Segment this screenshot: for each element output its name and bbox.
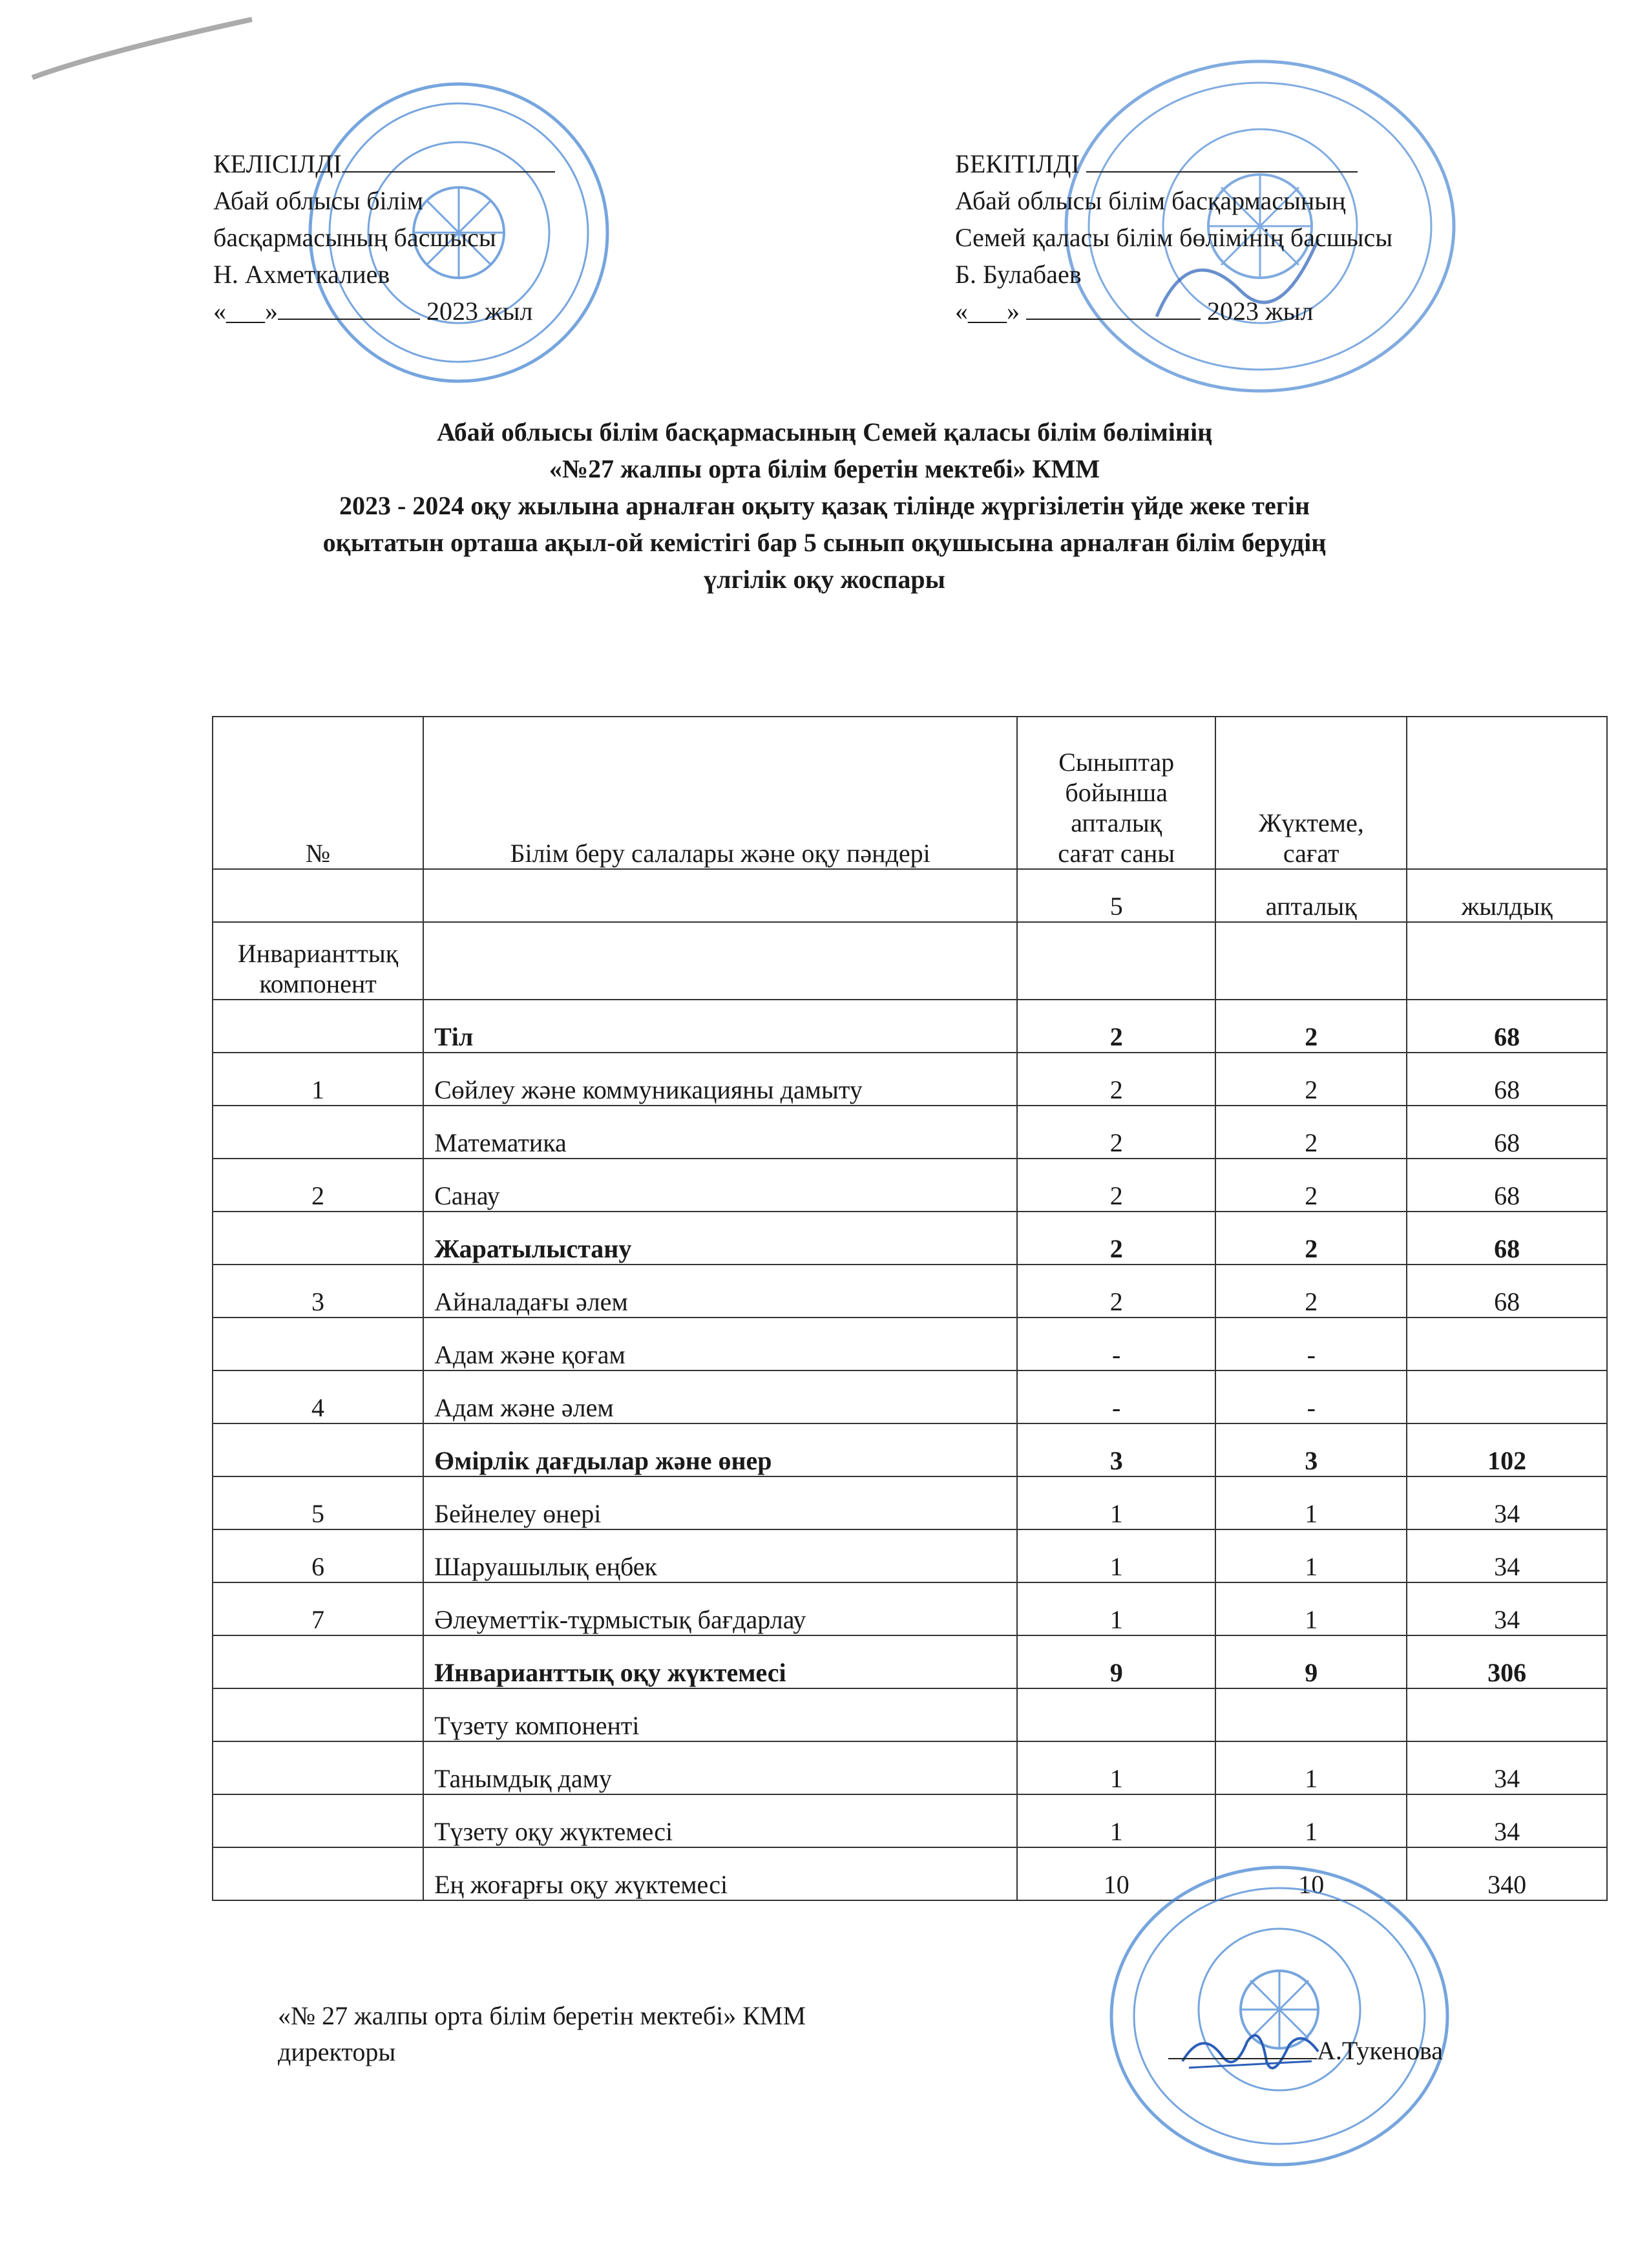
cell-name: Өмірлік дағдылар және өнер <box>423 1423 1017 1476</box>
title-line1: Абай облысы білім басқармасының Семей қаласы білім бөлімінің <box>436 417 1213 446</box>
cell-grade: 10 <box>1017 1847 1215 1900</box>
cell-num: 7 <box>213 1582 423 1635</box>
cell-name: Сөйлеу және коммуникацияны дамыту <box>423 1053 1017 1106</box>
agreed-heading: КЕЛІСІЛДІ <box>213 149 342 178</box>
table-row <box>213 1794 1607 1847</box>
cell-num <box>213 1741 423 1794</box>
title-line5: үлгілік оқу жоспары <box>704 565 945 594</box>
header-load-l1: Жүктеме, <box>1258 808 1364 837</box>
agreed-signature-line <box>342 148 555 173</box>
scan-artifact-mark <box>26 13 258 84</box>
header-number: № <box>213 717 423 869</box>
cell-weekly: 1 <box>1215 1794 1407 1847</box>
cell-weekly: 10 <box>1215 1847 1407 1900</box>
cell-grade: 2 <box>1017 1053 1215 1106</box>
document-title <box>194 414 1455 598</box>
cell-name: Шаруашылық еңбек <box>423 1529 1017 1582</box>
title-line2: «№27 жалпы орта білім беретін мектебі» КММ <box>549 454 1100 483</box>
header-subject: Білім беру салалары және оқу пәндері <box>423 717 1017 869</box>
cell-yearly: 102 <box>1407 1423 1607 1476</box>
title-line4: оқытатын орташа ақыл-ой кемістігі бар 5 сынып оқушысына арналған білім берудің <box>322 528 1327 557</box>
table-row <box>213 1370 1607 1423</box>
header-weekly-hours <box>1017 717 1215 869</box>
footer-org-line2: директоры <box>278 2037 396 2066</box>
cell-yearly: 68 <box>1407 1159 1607 1212</box>
cell-yearly: 34 <box>1407 1794 1607 1847</box>
cell-num: 3 <box>213 1265 423 1318</box>
approved-date-year: 2023 жыл <box>1207 297 1314 326</box>
cell-grade: 1 <box>1017 1476 1215 1529</box>
cell-yearly <box>1407 1688 1607 1741</box>
table-row <box>213 1582 1607 1635</box>
cell-yearly: 68 <box>1407 1265 1607 1318</box>
cell-num: 6 <box>213 1529 423 1582</box>
table-row <box>213 1476 1607 1529</box>
table-row <box>213 1741 1607 1794</box>
cell-yearly: 34 <box>1407 1741 1607 1794</box>
cell-name: Түзету оқу жүктемесі <box>423 1794 1017 1847</box>
table-row <box>213 1688 1607 1741</box>
cell-weekly <box>1215 1688 1407 1741</box>
title-line3: 2023 - 2024 оқу жылына арналған оқыту қазақ тілінде жүргізілетін үйде жеке тегін <box>339 491 1310 520</box>
subheader-yearly: жылдық <box>1407 869 1607 922</box>
cell-weekly: 1 <box>1215 1529 1407 1582</box>
table-row <box>213 1159 1607 1212</box>
table-row <box>213 1106 1607 1159</box>
cell-num <box>213 1106 423 1159</box>
cell-grade: 2 <box>1017 1106 1215 1159</box>
component-label-l2: компонент <box>259 969 377 998</box>
cell-grade: 1 <box>1017 1741 1215 1794</box>
cell-grade: 3 <box>1017 1423 1215 1476</box>
subheader-weekly: апталық <box>1215 869 1407 922</box>
cell-weekly: 1 <box>1215 1582 1407 1635</box>
cell-name: Әлеуметтік-тұрмыстық бағдарлау <box>423 1582 1017 1635</box>
approved-line1: Абай облысы білім басқармасының <box>955 186 1346 215</box>
cell-num <box>213 1212 423 1265</box>
cell-grade: 1 <box>1017 1529 1215 1582</box>
cell-weekly: 2 <box>1215 1212 1407 1265</box>
approved-heading: БЕКІТІЛДІ <box>955 149 1080 178</box>
cell-num <box>213 1847 423 1900</box>
cell-grade: 2 <box>1017 1265 1215 1318</box>
header-empty <box>1407 717 1607 869</box>
approved-name: Б. Булабаев <box>955 260 1082 289</box>
cell-weekly: 3 <box>1215 1423 1407 1476</box>
cell-yearly: 68 <box>1407 1000 1607 1053</box>
agreed-date-line <box>278 295 420 320</box>
header-load <box>1215 717 1407 869</box>
table-row <box>213 1423 1607 1476</box>
cell-name: Бейнелеу өнері <box>423 1476 1017 1529</box>
footer-organization <box>278 1998 806 2070</box>
cell-yearly: 68 <box>1407 1212 1607 1265</box>
cell-grade: - <box>1017 1318 1215 1370</box>
table-row <box>213 1635 1607 1688</box>
approved-line2: Семей қаласы білім бөлімінің басшысы <box>955 223 1393 252</box>
cell-weekly: 9 <box>1215 1635 1407 1688</box>
agreed-date-year: 2023 жыл <box>426 297 533 326</box>
cell-yearly: 68 <box>1407 1053 1607 1106</box>
cell-name: Тіл <box>423 1000 1017 1053</box>
footer-org-line1: «№ 27 жалпы орта білім беретін мектебі» КММ <box>278 2001 806 2030</box>
agreed-line2: басқармасының басшысы <box>213 223 496 252</box>
cell-weekly: 2 <box>1215 1159 1407 1212</box>
subheader-grade: 5 <box>1017 869 1215 922</box>
agreed-line1: Абай облысы білім <box>213 186 424 215</box>
cell-num: 5 <box>213 1476 423 1529</box>
cell-weekly: 2 <box>1215 1053 1407 1106</box>
footer-director <box>1168 2035 1443 2066</box>
table-row <box>213 1318 1607 1370</box>
approval-block-approved <box>955 145 1392 330</box>
approved-date-day: «___» <box>955 297 1020 326</box>
component-row <box>213 922 1607 1000</box>
cell-yearly: 68 <box>1407 1106 1607 1159</box>
cell-name: Айналадағы әлем <box>423 1265 1017 1318</box>
cell-grade: 1 <box>1017 1794 1215 1847</box>
header-weekly-l2: бойынша <box>1065 778 1168 807</box>
cell-weekly: - <box>1215 1318 1407 1370</box>
table-row <box>213 1000 1607 1053</box>
cell-grade: 2 <box>1017 1000 1215 1053</box>
cell-name: Түзету компоненті <box>423 1688 1017 1741</box>
approved-signature-line <box>1086 148 1358 173</box>
table-row <box>213 1265 1607 1318</box>
header-weekly-l3: апталық <box>1071 808 1162 837</box>
cell-grade: - <box>1017 1370 1215 1423</box>
approved-date-line <box>1026 295 1201 320</box>
cell-num <box>213 1423 423 1476</box>
cell-weekly: 1 <box>1215 1741 1407 1794</box>
cell-yearly: 340 <box>1407 1847 1607 1900</box>
director-name: А.Тукенова <box>1317 2036 1444 2065</box>
header-weekly-l4: сағат саны <box>1058 839 1175 868</box>
cell-yearly <box>1407 1370 1607 1423</box>
cell-num: 2 <box>213 1159 423 1212</box>
cell-yearly: 34 <box>1407 1582 1607 1635</box>
cell-name: Ең жоғарғы оқу жүктемесі <box>423 1847 1017 1900</box>
cell-name: Санау <box>423 1159 1017 1212</box>
component-label-l1: Инварианттық <box>237 939 399 968</box>
cell-grade: 1 <box>1017 1582 1215 1635</box>
cell-name: Жаратылыстану <box>423 1212 1017 1265</box>
cell-num <box>213 1318 423 1370</box>
table-subheader-row <box>213 869 1607 922</box>
table-row <box>213 1053 1607 1106</box>
header-weekly-l1: Сыныптар <box>1058 748 1175 777</box>
cell-weekly: 2 <box>1215 1106 1407 1159</box>
table-header-row <box>213 717 1607 869</box>
approval-block-agreed <box>213 145 555 330</box>
cell-yearly <box>1407 1318 1607 1370</box>
cell-num <box>213 1688 423 1741</box>
cell-name: Инварианттық оқу жүктемесі <box>423 1635 1017 1688</box>
cell-weekly: 2 <box>1215 1265 1407 1318</box>
table-row <box>213 1529 1607 1582</box>
cell-name: Адам және қоғам <box>423 1318 1017 1370</box>
cell-name: Математика <box>423 1106 1017 1159</box>
cell-num <box>213 1635 423 1688</box>
cell-yearly: 34 <box>1407 1529 1607 1582</box>
cell-yearly: 34 <box>1407 1476 1607 1529</box>
cell-grade: 2 <box>1017 1159 1215 1212</box>
curriculum-rows <box>213 1000 1607 1900</box>
cell-num <box>213 1000 423 1053</box>
cell-name: Танымдық даму <box>423 1741 1017 1794</box>
cell-yearly: 306 <box>1407 1635 1607 1688</box>
component-label <box>213 922 423 1000</box>
agreed-date-day: «___» <box>213 297 278 326</box>
header-load-l2: сағат <box>1283 839 1339 868</box>
cell-weekly: 1 <box>1215 1476 1407 1529</box>
cell-grade: 2 <box>1017 1212 1215 1265</box>
cell-num: 4 <box>213 1370 423 1423</box>
director-signature-line <box>1168 2039 1317 2059</box>
curriculum-table <box>212 716 1608 1901</box>
agreed-name: Н. Ахметкалиев <box>213 260 390 289</box>
cell-weekly: 2 <box>1215 1000 1407 1053</box>
cell-weekly: - <box>1215 1370 1407 1423</box>
cell-grade: 9 <box>1017 1635 1215 1688</box>
cell-name: Адам және әлем <box>423 1370 1017 1423</box>
cell-num: 1 <box>213 1053 423 1106</box>
cell-num <box>213 1794 423 1847</box>
cell-grade <box>1017 1688 1215 1741</box>
table-row <box>213 1212 1607 1265</box>
